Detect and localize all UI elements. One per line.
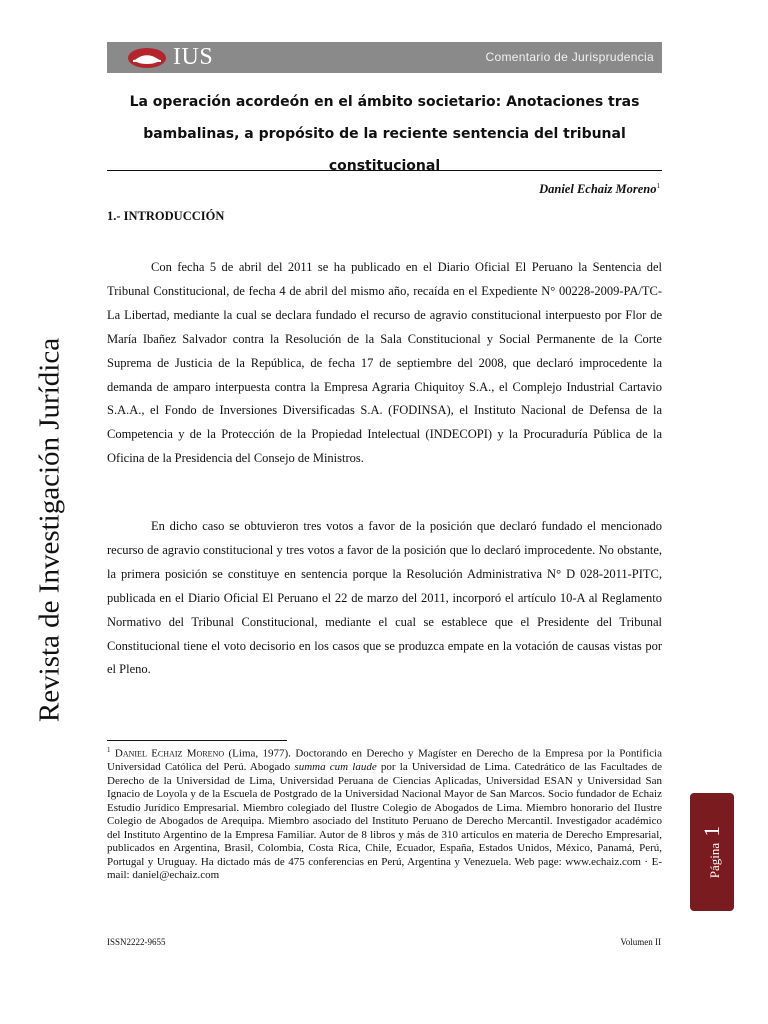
page-number-tab — [690, 793, 734, 911]
footnote-text-a: (Lima, 1977). Doctorando en Derecho y Magíster en Derecho de la Empresa por la Pontificia Universidad Católica del Perú. Abogado — [107, 747, 662, 774]
logo-text: IUS — [173, 44, 214, 70]
footnote-author-name: Daniel Echaiz Moreno — [114, 747, 225, 760]
footnote-text-b: por la Universidad de Lima. Catedrático de las Facultades de Derecho de la Universidad de Lima, Universidad Peruana de Ciencias Aplicadas, Universidad ESAN y Universidad San Ignacio de Loyola y de la Escuela de Postgrado de la Universidad Nacional Mayor de San Marcos. Socio fundador de Echaiz Estudio Jurídico Empresarial. Miembro colegiado del Ilustre Colegio de Abogados de Lima. Miembro honorario del Ilustre Colegio de Abogados de Arequipa. Miembro asociado del Instituto Peruano de Derecho Mercantil. Investigador académico del Instituto Argentino de la Empresa Familiar. Autor de 8 libros y más de 310 artículos en materia de Derecho Empresarial, publicados en Argentina, Brasil, Colombia, Costa Rica, Chile, Ecuador, España, Estados Unidos, México, Panamá, Perú, Portugal y Uruguay. Ha dictado más de 475 conferencias en Perú, Argentina y Venezuela. Web page: www.echaiz.com · E-mail: daniel@echaiz.com — [107, 761, 663, 882]
page-number: 1 — [699, 825, 724, 837]
footnote-italic: summa cum laude — [294, 761, 377, 774]
ius-logo — [127, 45, 213, 70]
footnote-divider — [107, 740, 287, 741]
footer-volume: Volumen II — [620, 937, 661, 947]
ius-logo-icon — [127, 47, 167, 69]
footer-issn: ISSN2222-9655 — [107, 937, 166, 947]
body-paragraph-2: En dicho caso se obtuvieron tres votos a favor de la posición que declaró fundado el mencionado recurso de agravio constitucional y tres votos a favor de la posición que lo declaró improcedente. No obstante, la primera posición se constituye en sentencia porque la Resolución Administrativa N° D 028-2011-PITC, publicada en el Diario Oficial El Peruano el 22 de marzo del 2011, incorporó el artículo 10-A al Reglamento Normativo del Tribunal Constitucional, mediante el cual se establece que el Presidente del Tribunal Constitucional tiene el voto decisorio en los casos que se produzca empate en la votación de causas vistas por el Pleno. — [107, 519, 662, 677]
title-divider — [107, 170, 662, 171]
author-footnote-ref: 1 — [656, 182, 660, 190]
journal-header-bar — [107, 42, 662, 73]
author-line — [539, 182, 660, 197]
section-label: Comentario de Jurisprudencia — [485, 50, 654, 64]
author-name: Daniel Echaiz Moreno — [539, 182, 657, 197]
footnote-1 — [107, 744, 662, 883]
journal-side-title: Revista de Investigación Jurídica — [33, 337, 66, 723]
footnote-marker: 1 — [107, 746, 111, 754]
page-label: Página — [707, 842, 722, 879]
body-paragraph-1: Con fecha 5 de abril del 2011 se ha publicado en el Diario Oficial El Peruano la Sentencia del Tribunal Constitucional, de fecha 4 de abril del mismo año, recaída en el Expediente N° 00228-2009-PA/TC-La Libertad, mediante la cual se declara fundado el recurso de agravio constitucional interpuesto por Flor de María Ibañez Salvador contra la Resolución de la Sala Constitucional y Social Permanente de la Corte Suprema de Justicia de la República, de fecha 17 de septiembre del 2008, que declaró improcedente la demanda de amparo interpuesta contra la Empresa Agraria Chiquitoy S.A., el Complejo Industrial Cartavio S.A.A., el Fondo de Inversiones Diversificadas S.A. (FODINSA), el Instituto Nacional de Defensa de la Competencia y de la Protección de la Propiedad Intelectual (INDECOPI) y la Procuraduría Pública de la Oficina de la Presidencia del Consejo de Ministros. — [107, 260, 662, 466]
section-heading: 1.- INTRODUCCIÓN — [107, 209, 225, 223]
article-title: La operación acordeón en el ámbito societario: Anotaciones tras bambalinas, a propósito de la reciente sentencia del tribunal constitucional — [129, 94, 640, 174]
